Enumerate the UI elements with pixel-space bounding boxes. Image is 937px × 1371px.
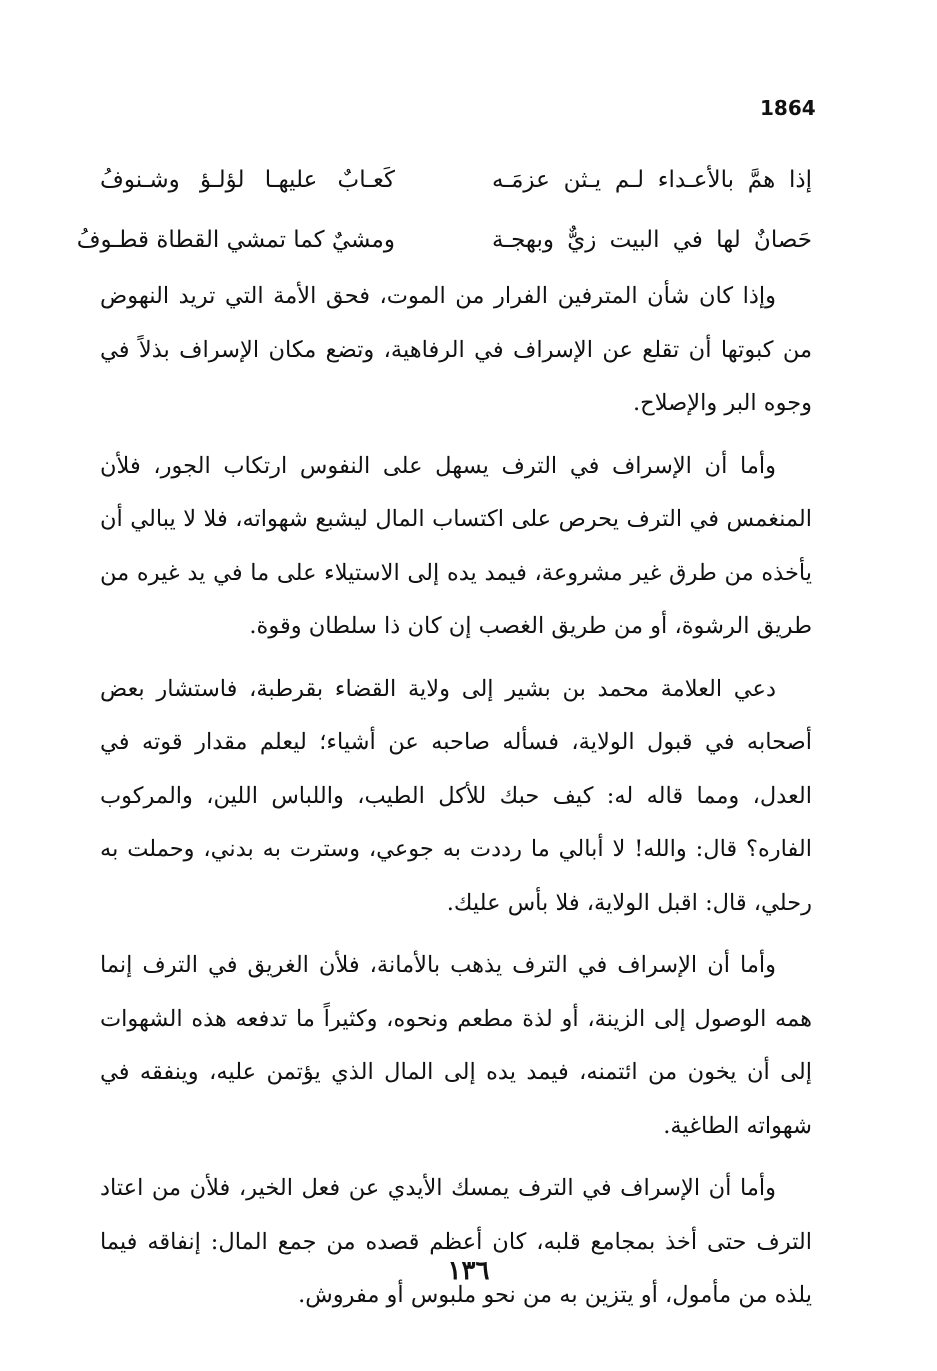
- page-id-number: 1864: [760, 96, 816, 120]
- verse-second-hemistich: كَعـابٌ عليهـا لؤلـؤ وشـنوفُ: [100, 167, 395, 193]
- page-folio-number: ١٣٦: [447, 1256, 490, 1286]
- body-text: [100, 270, 812, 1332]
- paragraph: وأما أن الإسراف في الترف يمسك الأيدي عن فعل الخير، فلأن من اعتاد الترف حتى أخذ بمجامع قلبه، كان أعظم قصده من جمع المال: إنفاقه فيما يلذه من مأمول، أو يتزين به من نحو ملبوس أو مفروش.: [100, 1175, 812, 1308]
- verse-second-hemistich: ومشيٌ كما تمشي القطاة قطـوفُ: [76, 227, 395, 253]
- verse-line: [76, 210, 812, 270]
- poem-verses: [76, 150, 812, 270]
- verse-line: [100, 150, 812, 210]
- paragraph: وأما أن الإسراف في الترف يسهل على النفوس ارتكاب الجور، فلأن المنغمس في الترف يحرص على اكتساب المال ليشبع شهواته، فلا لا يبالي أن يأخذه من طرق غير مشروعة، فيمد يده إلى الاستيلاء على ما في يد غيره من طريق الرشوة، أو من طريق الغصب إن كان ذا سلطان وقوة.: [100, 452, 812, 639]
- paragraph: وإذا كان شأن المترفين الفرار من الموت، فحق الأمة التي تريد النهوض من كبوتها أن تقلع عن الإسراف في الرفاهية، وتضع مكان الإسراف بذلاً في وجوه البر والإصلاح.: [100, 283, 812, 416]
- paragraph: دعي العلامة محمد بن بشير إلى ولاية القضاء بقرطبة، فاستشار بعض أصحابه في قبول الولاية، فسأله صاحبه عن أشياء؛ ليعلم مقدار قوته في العدل، ومما قاله له: كيف حبك للأكل الطيب، واللباس اللين، والمركوب الفاره؟ قال: والله! لا أبالي ما رددت به جوعي، وسترت به بدني، وحملت به رحلي، قال: اقبل الولاية، فلا بأس عليك.: [100, 675, 812, 916]
- verse-first-hemistich: إذا همَّ بالأعـداء لـم يـثن عزمَـه: [492, 167, 812, 193]
- verse-first-hemistich: حَصانٌ لها في البيت زيٌّ وبهجـة: [492, 227, 812, 253]
- paragraph: وأما أن الإسراف في الترف يذهب بالأمانة، فلأن الغريق في الترف إنما همه الوصول إلى الزينة، أو لذة مطعم ونحوه، وكثيراً ما تدفعه هذه الشهوات إلى أن يخون من ائتمنه، فيمد يده إلى المال الذي يؤتمن عليه، وينفقه في شهواته الطاغية.: [100, 952, 812, 1139]
